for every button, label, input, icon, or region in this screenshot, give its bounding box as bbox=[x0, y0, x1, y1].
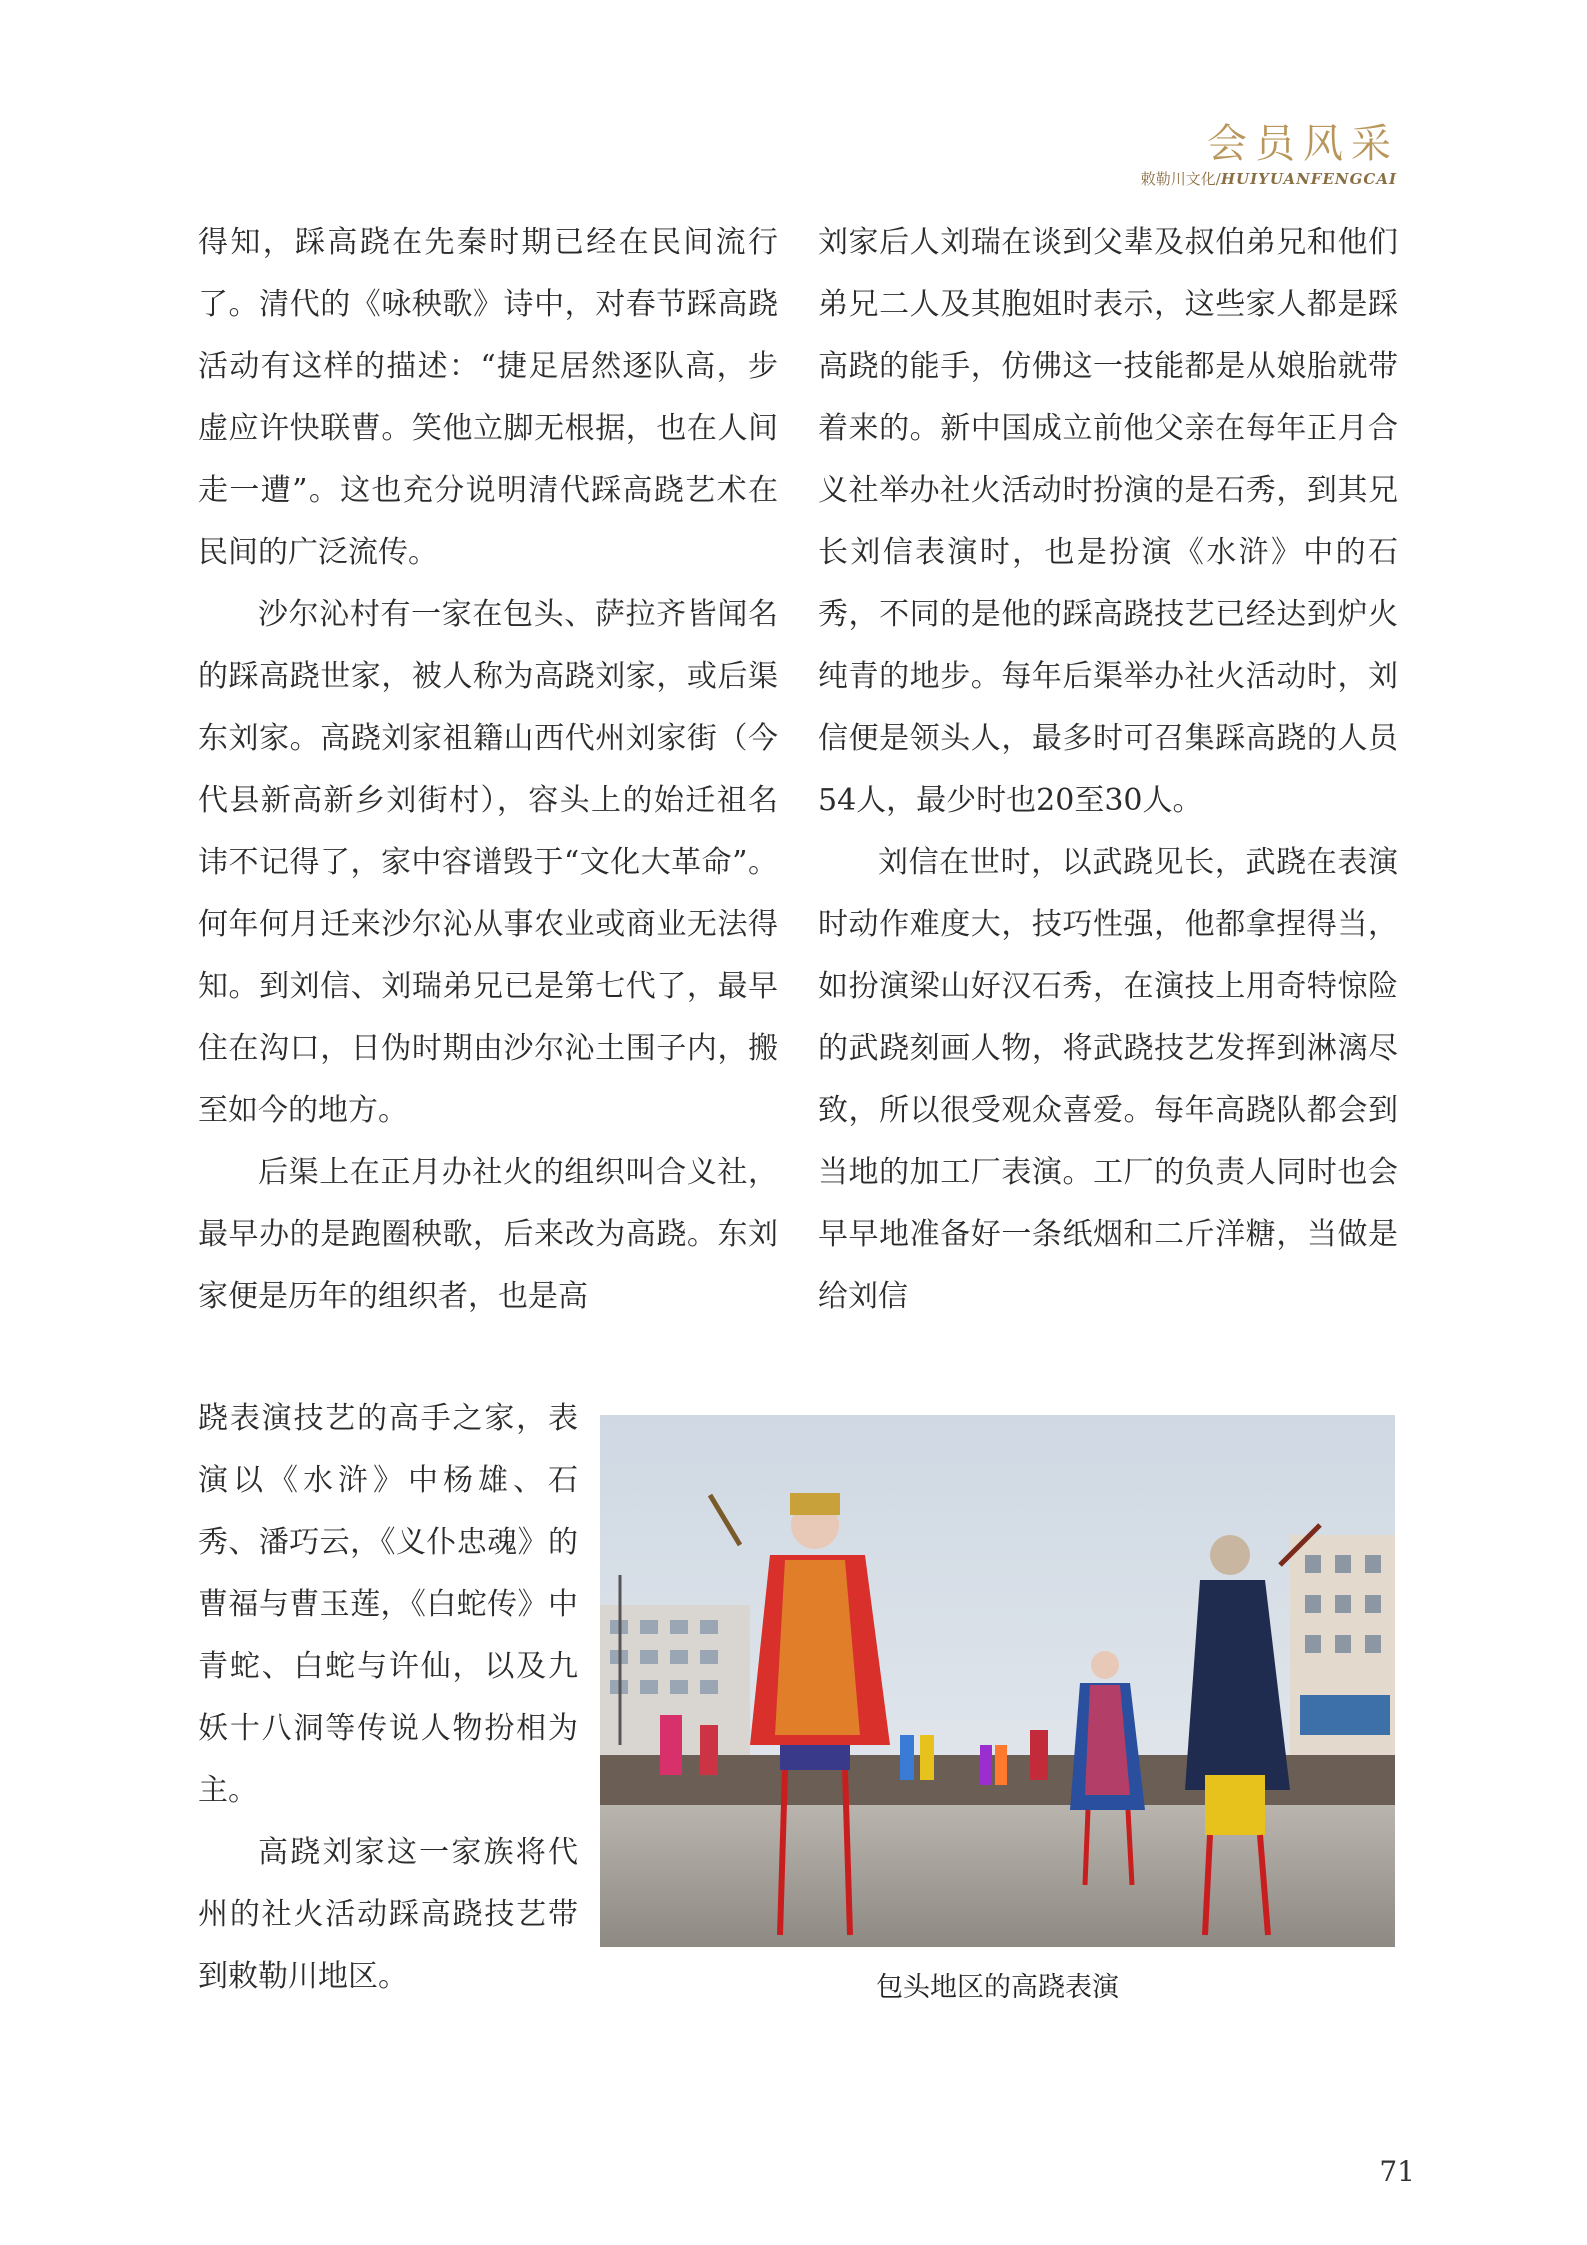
photo-caption: 包头地区的高跷表演 bbox=[876, 1972, 1119, 2003]
paragraph: 沙尔沁村有一家在包头、萨拉齐皆闻名的踩高跷世家，被人称为高跷刘家，或后渠东刘家。高跷刘家祖籍山西代州刘家街（今代县新高新乡刘街村），容头上的始迁祖名讳不记得了，家中容谱毁于“文化大革命”。何年何月迁来沙尔沁从事农业或商业无法得知。到刘信、刘瑞弟兄已是第七代了，最早住在沟口，日伪时期由沙尔沁土围子内，搬至如今的地方。 bbox=[198, 597, 778, 1128]
wrapped-text-beside-photo bbox=[198, 1388, 578, 2008]
section-subtitle bbox=[1141, 168, 1397, 189]
paragraph: 刘信在世时，以武跷见长，武跷在表演时动作难度大，技巧性强，他都拿捏得当，如扮演梁山好汉石秀，在演技上用奇特惊险的武跷刻画人物，将武跷技艺发挥到淋漓尽致，所以很受观众喜爱。每年高跷队都会到当地的加工厂表演。工厂的负责人同时也会早早地准备好一条纸烟和二斤洋糖，当做是给刘信 bbox=[818, 845, 1398, 1314]
subtitle-cn: 敕勒川文化/ bbox=[1140, 170, 1221, 188]
paragraph: 后渠上在正月办社火的组织叫合义社，最早办的是跑圈秧歌，后来改为高跷。东刘家便是历年的组织者，也是高 bbox=[198, 1155, 778, 1314]
section-title: 会员风采 bbox=[1207, 121, 1399, 167]
subtitle-en: HUIYUANFENGCAI bbox=[1220, 170, 1397, 188]
page-number: 71 bbox=[1379, 2155, 1415, 2188]
left-column bbox=[198, 212, 778, 1328]
stilt-performance-photo bbox=[600, 1415, 1395, 1947]
paragraph: 跷表演技艺的高手之家，表演以《水浒》中杨雄、石秀、潘巧云，《义仆忠魂》的曹福与曹玉莲，《白蛇传》中青蛇、白蛇与许仙，以及九妖十八洞等传说人物扮相为主。 bbox=[198, 1401, 578, 1808]
paragraph: 刘家后人刘瑞在谈到父辈及叔伯弟兄和他们弟兄二人及其胞姐时表示，这些家人都是踩高跷的能手，仿佛这一技能都是从娘胎就带着来的。新中国成立前他父亲在每年正月合义社举办社火活动时扮演的是石秀，到其兄长刘信表演时，也是扮演《水浒》中的石秀，不同的是他的踩高跷技艺已经达到炉火纯青的地步。每年后渠举办社火活动时，刘信便是领头人，最多时可召集踩高跷的人员54人，最少时也20至30人。 bbox=[818, 225, 1398, 818]
paragraph: 得知，踩高跷在先秦时期已经在民间流行了。清代的《咏秧歌》诗中，对春节踩高跷活动有这样的描述：“捷足居然逐队高，步虚应许快联曹。笑他立脚无根据，也在人间走一遭”。这也充分说明清代踩高跷艺术在民间的广泛流传。 bbox=[198, 225, 778, 570]
paragraph: 高跷刘家这一家族将代州的社火活动踩高跷技艺带到敕勒川地区。 bbox=[198, 1835, 578, 1994]
right-column bbox=[818, 212, 1398, 1328]
